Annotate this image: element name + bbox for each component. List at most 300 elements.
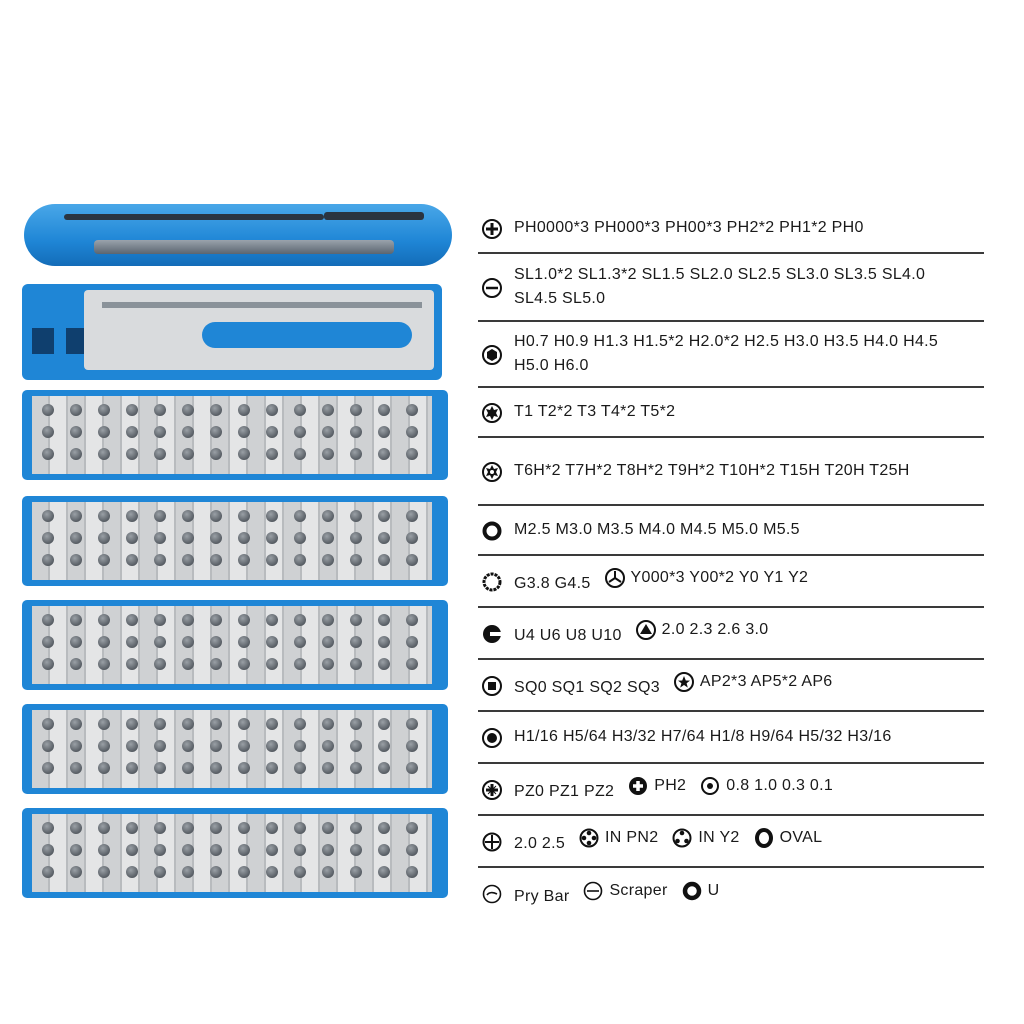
bit-socket xyxy=(350,740,362,752)
bit-socket xyxy=(238,426,250,438)
bit-socket xyxy=(126,822,138,834)
bit-socket xyxy=(350,658,362,670)
bit-socket xyxy=(182,510,194,522)
bit-socket xyxy=(266,844,278,856)
bit-tray xyxy=(22,496,448,586)
bit-socket xyxy=(154,718,166,730)
bit-socket xyxy=(294,404,306,416)
bit-socket xyxy=(210,658,222,670)
bit-socket xyxy=(126,532,138,544)
bit-socket xyxy=(154,554,166,566)
spec-label: 2.0 2.5 xyxy=(514,835,566,852)
bold-cross-icon xyxy=(628,776,648,796)
bit-socket xyxy=(182,822,194,834)
spec-group xyxy=(514,330,970,378)
bit-socket xyxy=(42,404,54,416)
bit-socket xyxy=(350,822,362,834)
bit-socket xyxy=(294,636,306,648)
triangle-icon xyxy=(636,620,656,640)
bit-socket xyxy=(322,554,334,566)
spec-row xyxy=(478,868,984,920)
spec-label: M2.5 M3.0 M3.5 M4.0 M4.5 M5.0 M5.5 xyxy=(514,521,800,538)
bit-socket xyxy=(154,426,166,438)
bit-socket xyxy=(406,614,418,626)
bit-socket xyxy=(406,426,418,438)
bit-socket xyxy=(294,532,306,544)
bit-socket xyxy=(378,844,390,856)
bit-socket xyxy=(182,614,194,626)
spec-row xyxy=(478,816,984,868)
spec-text xyxy=(514,400,689,424)
bit-socket xyxy=(126,740,138,752)
spec-row xyxy=(478,204,984,254)
bit-socket xyxy=(182,740,194,752)
bit-socket xyxy=(406,554,418,566)
bit-socket xyxy=(126,554,138,566)
bit-socket xyxy=(350,636,362,648)
bit-socket xyxy=(182,532,194,544)
spec-group xyxy=(514,400,675,424)
spec-row xyxy=(478,764,984,816)
spec-group xyxy=(514,780,614,804)
bit-socket xyxy=(238,658,250,670)
square-icon xyxy=(482,676,502,696)
bit-socket xyxy=(238,844,250,856)
spec-group xyxy=(700,774,833,798)
bit-socket xyxy=(154,614,166,626)
bit-socket xyxy=(322,404,334,416)
bit-socket xyxy=(210,844,222,856)
bit-socket xyxy=(126,718,138,730)
bit-socket xyxy=(126,448,138,460)
bit-socket xyxy=(154,740,166,752)
bit-socket xyxy=(378,658,390,670)
spec-group xyxy=(682,879,720,903)
bit-socket xyxy=(266,448,278,460)
spec-group xyxy=(514,216,864,240)
torx-icon xyxy=(482,403,502,423)
spec-label: Scraper xyxy=(609,882,668,899)
pentalobe-cross-icon xyxy=(579,828,599,848)
bit-socket xyxy=(210,448,222,460)
bit-socket xyxy=(154,510,166,522)
bit-socket xyxy=(98,658,110,670)
bit-socket xyxy=(42,510,54,522)
bit-socket xyxy=(98,844,110,856)
spec-label: T6H*2 T7H*2 T8H*2 T9H*2 T10H*2 T15H T20H T25H xyxy=(514,462,910,479)
spec-group xyxy=(514,832,565,856)
bit-socket xyxy=(322,762,334,774)
spec-row xyxy=(478,322,984,388)
bit-socket xyxy=(266,614,278,626)
bit-socket xyxy=(294,866,306,878)
bit-socket xyxy=(322,658,334,670)
spec-group xyxy=(674,670,833,694)
spec-text xyxy=(514,826,836,856)
bit-socket xyxy=(238,614,250,626)
bit-socket xyxy=(210,554,222,566)
bit-socket xyxy=(42,658,54,670)
bit-socket xyxy=(70,532,82,544)
bit-socket xyxy=(238,822,250,834)
bit-socket xyxy=(406,866,418,878)
bit-socket xyxy=(42,636,54,648)
bit-socket xyxy=(378,866,390,878)
pozidriv-icon xyxy=(482,780,502,800)
bit-socket xyxy=(406,658,418,670)
bit-socket xyxy=(406,762,418,774)
cross-thin-icon xyxy=(482,832,502,852)
spec-text xyxy=(514,566,822,596)
spec-text xyxy=(514,879,733,909)
spec-label: PZ0 PZ1 PZ2 xyxy=(514,783,615,800)
bit-socket xyxy=(98,614,110,626)
spec-group xyxy=(583,879,667,903)
bit-socket xyxy=(70,740,82,752)
spec-text xyxy=(514,216,878,240)
spec-label: T1 T2*2 T3 T4*2 T5*2 xyxy=(514,403,676,420)
bit-socket xyxy=(378,762,390,774)
spec-label: AP2*3 AP5*2 AP6 xyxy=(699,673,833,690)
bit-socket xyxy=(378,448,390,460)
spec-label: IN PN2 xyxy=(605,829,659,846)
bit-socket xyxy=(322,426,334,438)
bit-socket xyxy=(154,866,166,878)
pry-bar-icon xyxy=(482,884,502,904)
bit-socket xyxy=(406,636,418,648)
bit-socket xyxy=(70,866,82,878)
phillips-icon xyxy=(482,219,502,239)
bit-socket xyxy=(378,426,390,438)
bit-socket xyxy=(98,636,110,648)
spec-text xyxy=(514,774,847,804)
spec-label: SQ0 SQ1 SQ2 SQ3 xyxy=(514,679,660,696)
bit-socket xyxy=(266,554,278,566)
bit-socket xyxy=(294,822,306,834)
bit-socket xyxy=(98,866,110,878)
bit-socket xyxy=(42,844,54,856)
bit-socket xyxy=(70,554,82,566)
tri-wing-icon xyxy=(605,568,625,588)
bit-socket xyxy=(350,448,362,460)
bit-socket xyxy=(42,614,54,626)
bit-socket xyxy=(154,762,166,774)
bit-socket xyxy=(126,866,138,878)
bit-socket xyxy=(266,762,278,774)
bit-socket xyxy=(238,762,250,774)
bit-socket xyxy=(98,448,110,460)
bit-socket xyxy=(322,448,334,460)
bit-socket xyxy=(210,404,222,416)
bit-socket xyxy=(210,510,222,522)
spec-label: OVAL xyxy=(779,829,823,846)
bit-socket xyxy=(322,718,334,730)
bit-socket xyxy=(70,426,82,438)
spec-row xyxy=(478,660,984,712)
spec-text xyxy=(514,725,906,749)
bit-socket xyxy=(350,426,362,438)
bit-socket xyxy=(70,404,82,416)
spec-label: 0.8 1.0 0.3 0.1 xyxy=(726,777,834,794)
bit-socket xyxy=(378,718,390,730)
bit-socket xyxy=(42,448,54,460)
bit-socket xyxy=(378,614,390,626)
spec-label: SL1.0*2 SL1.3*2 SL1.5 SL2.0 SL2.5 SL3.0 SL3.5 SL4.0 SL4.5 SL5.0 xyxy=(514,266,926,307)
spec-label: H1/16 H5/64 H3/32 H7/64 H1/8 H9/64 H5/32 H3/16 xyxy=(514,728,892,745)
bit-socket xyxy=(42,822,54,834)
gear-ring-icon xyxy=(482,572,502,592)
spec-text xyxy=(514,459,924,483)
bit-socket xyxy=(210,532,222,544)
bit-socket xyxy=(294,740,306,752)
spec-label: PH2 xyxy=(654,777,687,794)
bit-socket xyxy=(42,426,54,438)
bit-socket xyxy=(266,866,278,878)
bit-socket xyxy=(238,636,250,648)
bit-socket xyxy=(126,844,138,856)
bit-socket xyxy=(238,718,250,730)
bit-spec-list xyxy=(478,204,984,920)
bit-socket xyxy=(378,532,390,544)
ring-icon xyxy=(482,521,502,541)
bit-socket xyxy=(294,426,306,438)
spec-group xyxy=(672,826,739,850)
bit-socket xyxy=(406,448,418,460)
bit-socket xyxy=(322,510,334,522)
bit-socket xyxy=(378,404,390,416)
bit-socket xyxy=(322,866,334,878)
bit-socket xyxy=(98,822,110,834)
bit-socket xyxy=(406,718,418,730)
bit-socket xyxy=(70,844,82,856)
bit-tray xyxy=(22,704,448,794)
slotted-icon xyxy=(482,278,502,298)
bit-socket xyxy=(98,762,110,774)
bit-socket xyxy=(70,614,82,626)
spec-row xyxy=(478,712,984,764)
bit-socket xyxy=(238,866,250,878)
bit-socket xyxy=(182,404,194,416)
bit-socket xyxy=(70,762,82,774)
bit-socket xyxy=(182,636,194,648)
bit-socket xyxy=(406,510,418,522)
spec-group xyxy=(514,263,970,311)
bit-socket xyxy=(70,658,82,670)
bit-socket xyxy=(350,554,362,566)
bit-socket xyxy=(182,866,194,878)
spec-text xyxy=(514,330,984,378)
bit-socket xyxy=(182,554,194,566)
bit-socket xyxy=(210,614,222,626)
bit-socket xyxy=(294,844,306,856)
spec-group xyxy=(514,624,622,648)
bit-socket xyxy=(266,822,278,834)
spec-group xyxy=(514,725,892,749)
bit-socket xyxy=(154,636,166,648)
bit-socket xyxy=(182,762,194,774)
spec-label: PH0000*3 PH000*3 PH00*3 PH2*2 PH1*2 PH0 xyxy=(514,219,864,236)
bit-socket xyxy=(126,762,138,774)
bit-socket xyxy=(406,822,418,834)
bit-socket xyxy=(266,532,278,544)
bit-socket xyxy=(322,532,334,544)
bit-socket xyxy=(350,762,362,774)
handle-case xyxy=(24,204,452,266)
bit-socket xyxy=(210,822,222,834)
spec-row xyxy=(478,438,984,506)
spec-label: H0.7 H0.9 H1.3 H1.5*2 H2.0*2 H2.5 H3.0 H3.5 H4.0 H4.5 H5.0 H6.0 xyxy=(514,333,939,374)
bit-socket xyxy=(154,844,166,856)
spec-group xyxy=(605,566,809,590)
bit-socket xyxy=(266,426,278,438)
spec-label: U xyxy=(707,882,720,899)
bit-socket xyxy=(406,740,418,752)
spec-text xyxy=(514,670,847,700)
bit-socket xyxy=(98,426,110,438)
bit-socket xyxy=(350,404,362,416)
bit-socket xyxy=(70,636,82,648)
bit-socket xyxy=(42,532,54,544)
hex-icon xyxy=(482,345,502,365)
spec-text xyxy=(514,618,782,648)
bit-socket xyxy=(154,658,166,670)
bit-socket xyxy=(406,844,418,856)
bit-socket xyxy=(294,614,306,626)
spec-text xyxy=(514,518,814,542)
bit-socket xyxy=(42,740,54,752)
bit-socket xyxy=(126,510,138,522)
bit-socket xyxy=(42,718,54,730)
oval-icon xyxy=(754,828,774,848)
bit-socket xyxy=(182,844,194,856)
spec-label: Y000*3 Y00*2 Y0 Y1 Y2 xyxy=(630,569,809,586)
bit-tray xyxy=(22,600,448,690)
u-ring-icon xyxy=(682,881,702,901)
bit-socket xyxy=(98,404,110,416)
bit-socket xyxy=(126,636,138,648)
bit-socket xyxy=(322,844,334,856)
bit-socket xyxy=(266,658,278,670)
spec-row xyxy=(478,506,984,556)
bit-socket xyxy=(378,636,390,648)
spec-label: G3.8 G4.5 xyxy=(514,575,591,592)
spec-group xyxy=(579,826,658,850)
bit-socket xyxy=(98,532,110,544)
bit-socket xyxy=(378,554,390,566)
bit-socket xyxy=(182,426,194,438)
star-icon xyxy=(674,672,694,692)
bit-socket xyxy=(126,658,138,670)
bit-socket xyxy=(322,614,334,626)
bit-socket xyxy=(154,404,166,416)
bit-socket xyxy=(98,740,110,752)
bit-socket xyxy=(70,448,82,460)
bit-socket xyxy=(350,844,362,856)
toolkit-photo xyxy=(18,198,448,914)
bit-socket xyxy=(322,740,334,752)
spec-group xyxy=(514,518,800,542)
bit-socket xyxy=(266,718,278,730)
bit-socket xyxy=(294,718,306,730)
bit-socket xyxy=(210,718,222,730)
bit-socket xyxy=(210,740,222,752)
bit-socket xyxy=(378,740,390,752)
bit-socket xyxy=(154,448,166,460)
bit-socket xyxy=(238,740,250,752)
bit-socket xyxy=(70,822,82,834)
accessory-tray xyxy=(22,284,442,380)
spec-group xyxy=(514,885,569,909)
bit-socket xyxy=(126,404,138,416)
bit-socket xyxy=(378,510,390,522)
bit-socket xyxy=(210,636,222,648)
spec-row xyxy=(478,556,984,608)
dot-ring-icon xyxy=(700,776,720,796)
bit-socket xyxy=(294,448,306,460)
bit-socket xyxy=(238,532,250,544)
spec-group xyxy=(754,826,823,850)
bit-socket xyxy=(70,510,82,522)
bit-socket xyxy=(406,532,418,544)
bit-socket xyxy=(350,718,362,730)
u-shape-icon xyxy=(482,624,502,644)
bit-socket xyxy=(294,658,306,670)
spec-label: U4 U6 U8 U10 xyxy=(514,627,622,644)
bit-socket xyxy=(294,762,306,774)
spec-group xyxy=(628,774,686,798)
bit-socket xyxy=(70,718,82,730)
spec-row xyxy=(478,254,984,322)
spec-label: 2.0 2.3 2.6 3.0 xyxy=(661,621,769,638)
bit-socket xyxy=(266,510,278,522)
hex-small-icon xyxy=(482,728,502,748)
bit-socket xyxy=(294,510,306,522)
spec-label: Pry Bar xyxy=(514,888,570,905)
bit-socket xyxy=(42,554,54,566)
bit-socket xyxy=(350,532,362,544)
spec-group xyxy=(636,618,769,642)
bit-socket xyxy=(210,762,222,774)
bit-socket xyxy=(210,866,222,878)
bit-socket xyxy=(238,448,250,460)
bit-socket xyxy=(238,404,250,416)
bit-tray xyxy=(22,808,448,898)
spec-row xyxy=(478,388,984,438)
bit-socket xyxy=(126,614,138,626)
bit-socket xyxy=(42,762,54,774)
bit-socket xyxy=(350,510,362,522)
bit-socket xyxy=(238,510,250,522)
bit-socket xyxy=(266,636,278,648)
bit-socket xyxy=(126,426,138,438)
bit-socket xyxy=(154,532,166,544)
bit-socket xyxy=(210,426,222,438)
bit-socket xyxy=(322,822,334,834)
bit-socket xyxy=(378,822,390,834)
bit-socket xyxy=(238,554,250,566)
bit-socket xyxy=(266,740,278,752)
bit-socket xyxy=(294,554,306,566)
bit-socket xyxy=(182,658,194,670)
bit-socket xyxy=(406,404,418,416)
bit-socket xyxy=(98,554,110,566)
bit-socket xyxy=(182,448,194,460)
spec-row xyxy=(478,608,984,660)
spec-label: IN Y2 xyxy=(698,829,740,846)
bit-socket xyxy=(322,636,334,648)
spec-group xyxy=(514,676,660,700)
spec-group xyxy=(514,572,591,596)
